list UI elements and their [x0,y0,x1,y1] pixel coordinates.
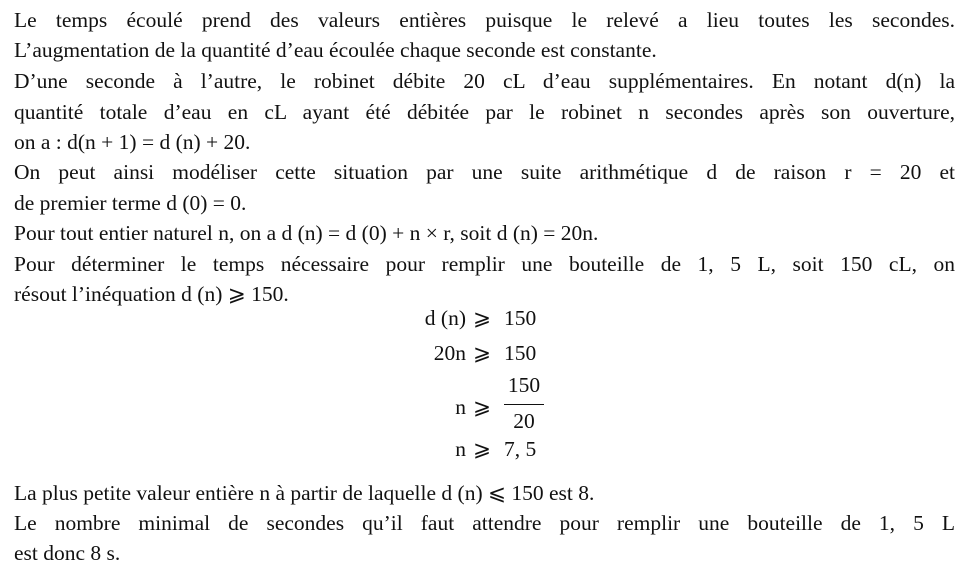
inequality-lhs: n [455,437,466,461]
fraction-numerator: 150 [507,373,541,397]
paragraph-line: résout l’inéquation d (n) ⩾ 150. [14,282,289,306]
inequality-lhs: 20n [433,341,466,365]
paragraph-line: Pour tout entier naturel n, on a d (n) = d (0) + n × r, soit d (n) = 20n. [14,221,599,245]
conclusion-line: La plus petite valeur entière n à partir de laquelle d (n) ⩽ 150 est 8. [14,481,595,505]
paragraph-line: D’une seconde à l’autre, le robinet débite 20 cL d’eau supplémentaires. En notant d(n) la [14,69,955,93]
inequality-relation: ⩾ [473,437,492,461]
paragraph-line: Le temps écoulé prend des valeurs entières puisque le relevé a lieu toutes les secondes. [14,8,955,32]
paragraph-line: de premier terme d (0) = 0. [14,191,247,215]
inequality-lhs: d (n) [424,306,466,330]
inequality-rhs: 150 [504,306,537,330]
paragraph-line: On peut ainsi modéliser cette situation par une suite arithmétique d de raison r = 20 et [14,160,955,184]
inequality-relation: ⩾ [473,341,492,365]
inequality-row-fraction [0,370,975,440]
inequality-lhs: n [455,395,466,419]
conclusion-line: est donc 8 s. [14,541,121,565]
paragraph-line: Pour déterminer le temps nécessaire pour remplir une bouteille de 1, 5 L, soit 150 cL, on [14,252,955,276]
inequality-relation: ⩾ [473,395,492,419]
paragraph-line: on a : d(n + 1) = d (n) + 20. [14,130,251,154]
fraction-denominator: 20 [513,409,535,433]
inequality-relation: ⩾ [473,306,492,330]
conclusion-line: Le nombre minimal de secondes qu’il faut attendre pour remplir une bouteille de 1, 5 L [14,511,955,535]
paragraph-line: quantité totale d’eau en cL ayant été débitée par le robinet n secondes après son ouverture, [14,100,955,124]
inequality-rhs: 7, 5 [504,437,537,461]
inequality-rhs: 150 [504,341,537,365]
paragraph-line: L’augmentation de la quantité d’eau écoulée chaque seconde est constante. [14,38,657,62]
